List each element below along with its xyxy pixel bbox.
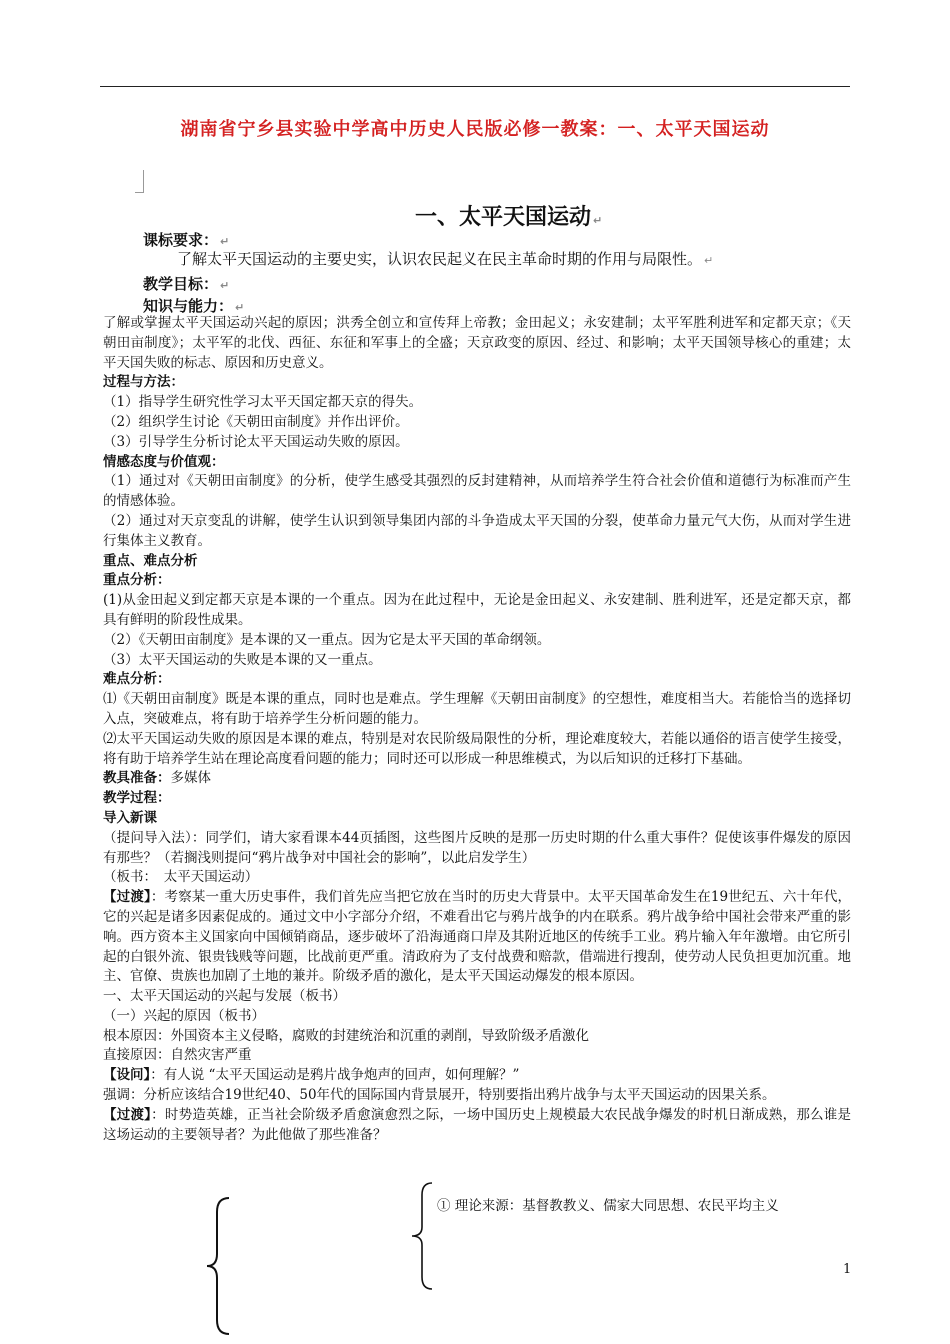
small-brace xyxy=(410,1181,434,1291)
paragraph-text: （2）组织学生讨论《天朝田亩制度》并作出评价。 xyxy=(103,413,409,430)
paragraph xyxy=(103,433,851,453)
paragraph xyxy=(103,552,851,572)
paragraph xyxy=(103,651,851,671)
paragraph-text: (1)从金田起义到定都天京是本课的一个重点。因为在此过程中，无论是金田起义、永安建制、胜利进军，还是定都天京，都具有鲜明的阶段性成果。 xyxy=(103,592,851,628)
paragraph xyxy=(103,888,851,987)
paragraph xyxy=(103,670,851,690)
kebiao-text: 了解太平天国运动的主要史实，认识农民起义在民主革命时期的作用与局限性。 ↵ xyxy=(177,250,714,268)
paragraph-bold-label: 【过渡】 xyxy=(103,889,151,906)
lesson-body xyxy=(103,314,851,1145)
large-brace xyxy=(205,1196,231,1336)
paragraph xyxy=(103,690,851,730)
paragraph xyxy=(103,1027,851,1047)
paragraph-text: （1）通过对《天朝田亩制度》的分析，使学生感受其强烈的反封建精神，从而培养学生符合社会价值和道德行为标准而产生的情感体验。 xyxy=(103,473,851,510)
lesson-title: 一、太平天国运动 ↵ xyxy=(415,205,603,230)
paragraph xyxy=(103,730,851,770)
paragraph-bold-label: 过程与方法： xyxy=(103,374,184,391)
paragraph-text: 强调：分析应该结合19世纪40、50年代的国际国内背景展开，特别要指出鸦片战争与太平天国运动的因果关系。 xyxy=(103,1087,776,1104)
paragraph-text: 直接原因：自然灾害严重 xyxy=(103,1047,252,1064)
paragraph xyxy=(103,789,851,809)
paragraph xyxy=(103,591,851,631)
paragraph-text: ⑵太平天国运动失败的原因是本课的难点，特别是对农民阶级局限性的分析，理论难度较大，若能以通俗的语言使学生接受，将有助于培养学生站在理论高度看问题的能力；同时还可以形成一种思维模式，为以后知识的迁移打下基础。 xyxy=(103,730,851,767)
margin-corner-mark xyxy=(135,170,144,193)
paragraph xyxy=(103,829,851,869)
paragraph-text: ：时势造英雄，正当社会阶级矛盾愈演愈烈之际，一场中国历史上规模最大农民战争爆发的时机日渐成熟，那么谁是这场运动的主要领导者？为此他做了那些准备？ xyxy=(103,1106,852,1143)
paragraph xyxy=(103,571,851,591)
paragraph-text: （2）通过对天京变乱的讲解，使学生认识到领导集团内部的斗争造成太平天国的分裂，使革命力量元气大伤，从而对学生进行集体主义教育。 xyxy=(103,512,851,549)
paragraph-text: （3）太平天国运动的失败是本课的又一重点。 xyxy=(103,651,382,668)
kebiao-heading: 课标要求： ↵ xyxy=(143,231,230,249)
paragraph-bold-label: 教学过程： xyxy=(103,790,171,807)
paragraph-text: （2）《天朝田亩制度》是本课的又一重点。因为它是太平天国的革命纲领。 xyxy=(103,631,551,648)
paragraph-bold-label: 情感态度与价值观： xyxy=(103,453,225,470)
paragraph-text: ：有人说 “太平天国运动是鸦片战争炮声的回声，如何理解？” xyxy=(150,1067,520,1084)
paragraph-bold-label: 难点分析： xyxy=(103,671,171,688)
paragraph-text: ：考察某一重大历史事件，我们首先应当把它放在当时的历史大背景中。太平天国革命发生在19世纪五、六十年代，它的兴起是诸多因素促成的。通过文中小字部分介绍，不难看出它与鸦片战争的内在联系。鸦片战争给中国社会带来严重的影响。西方资本主义国家向中国倾销商品，逐步破坏了沿海通商口岸及其附近地区的传统手工业。鸦片输入年年激增。由它所引起的白银外流、银贵钱贱等问题，比战前更严重。清政府为了支付战费和赔款，借端进行搜刮，使劳动人民负担更加沉重。地主、官僚、贵族也加剧了土地的兼并。阶级矛盾的激化，是太平天国运动爆发的根本原因。 xyxy=(103,889,851,985)
paragraph xyxy=(103,413,851,433)
paragraph xyxy=(103,769,851,789)
page-banner-title: 湖南省宁乡县实验中学高中历史人民版必修一教案：一、太平天国运动 xyxy=(180,119,770,140)
paragraph xyxy=(103,1106,851,1146)
paragraph-text: （提问导入法）：同学们，请大家看课本44页插图，这些图片反映的是那一历史时期的什么重大事件？促使该事件爆发的原因有那些？（若搁浅则提问“鸦片战争对中国社会的影响”，以此启发学生） xyxy=(103,829,851,866)
paragraph-bold-label: 【设问】 xyxy=(103,1067,151,1084)
paragraph xyxy=(103,631,851,651)
paragraph-bold-label: 导入新课 xyxy=(103,809,157,826)
paragraph xyxy=(103,1066,851,1086)
paragraph xyxy=(103,809,851,829)
page-number: 1 xyxy=(843,1262,852,1277)
paragraph-text: 了解或掌握太平天国运动兴起的原因；洪秀全创立和宣传拜上帝教；金田起义；永安建制；太平军胜利进军和定都天京；《天朝田亩制度》；太平军的北伐、西征、东征和军事上的全盛；天京政变的原因、经过、和影响；太平天国领导核心的重建；太平天国失败的标志、原因和历史意义。 xyxy=(103,315,851,371)
paragraph-bold-label: 重点分析： xyxy=(103,572,171,589)
paragraph-text: （一）兴起的原因（板书） xyxy=(103,1007,265,1024)
paragraph xyxy=(103,1007,851,1027)
paragraph-text: （1）指导学生研究性学习太平天国定都天京的得失。 xyxy=(103,394,423,411)
paragraph xyxy=(103,393,851,413)
paragraph xyxy=(103,1086,851,1106)
brace-item-theory-source: ① 理论来源：基督教教义、儒家大同思想、农民平均主义 xyxy=(437,1198,779,1214)
paragraph xyxy=(103,1046,851,1066)
knowledge-heading: 知识与能力： ↵ xyxy=(143,297,245,315)
paragraph xyxy=(103,373,851,393)
paragraph-text: 根本原因：外国资本主义侵略，腐败的封建统治和沉重的剥削，导致阶级矛盾激化 xyxy=(103,1027,589,1044)
paragraph-text: 一、太平天国运动的兴起与发展（板书） xyxy=(103,988,346,1005)
paragraph xyxy=(103,472,851,512)
header-rule xyxy=(100,86,850,87)
goal-heading: 教学目标： ↵ xyxy=(143,275,230,293)
paragraph xyxy=(103,512,851,552)
paragraph-text: 多媒体 xyxy=(170,770,211,787)
paragraph-text: （板书： 太平天国运动） xyxy=(103,869,259,886)
paragraph xyxy=(103,868,851,888)
paragraph-text: ⑴《天朝田亩制度》既是本课的重点，同时也是难点。学生理解《天朝田亩制度》的空想性，难度相当大。若能恰当的选择切入点，突破难点，将有助于培养学生分析问题的能力。 xyxy=(103,691,851,727)
paragraph-bold-label: 【过渡】 xyxy=(103,1106,152,1123)
paragraph xyxy=(103,987,851,1007)
paragraph-bold-label: 重点、难点分析 xyxy=(103,552,198,569)
paragraph-bold-label: 教具准备： xyxy=(103,770,171,787)
paragraph-text: （3）引导学生分析讨论太平天国运动失败的原因。 xyxy=(103,433,409,450)
paragraph xyxy=(103,453,851,473)
paragraph xyxy=(103,314,851,373)
